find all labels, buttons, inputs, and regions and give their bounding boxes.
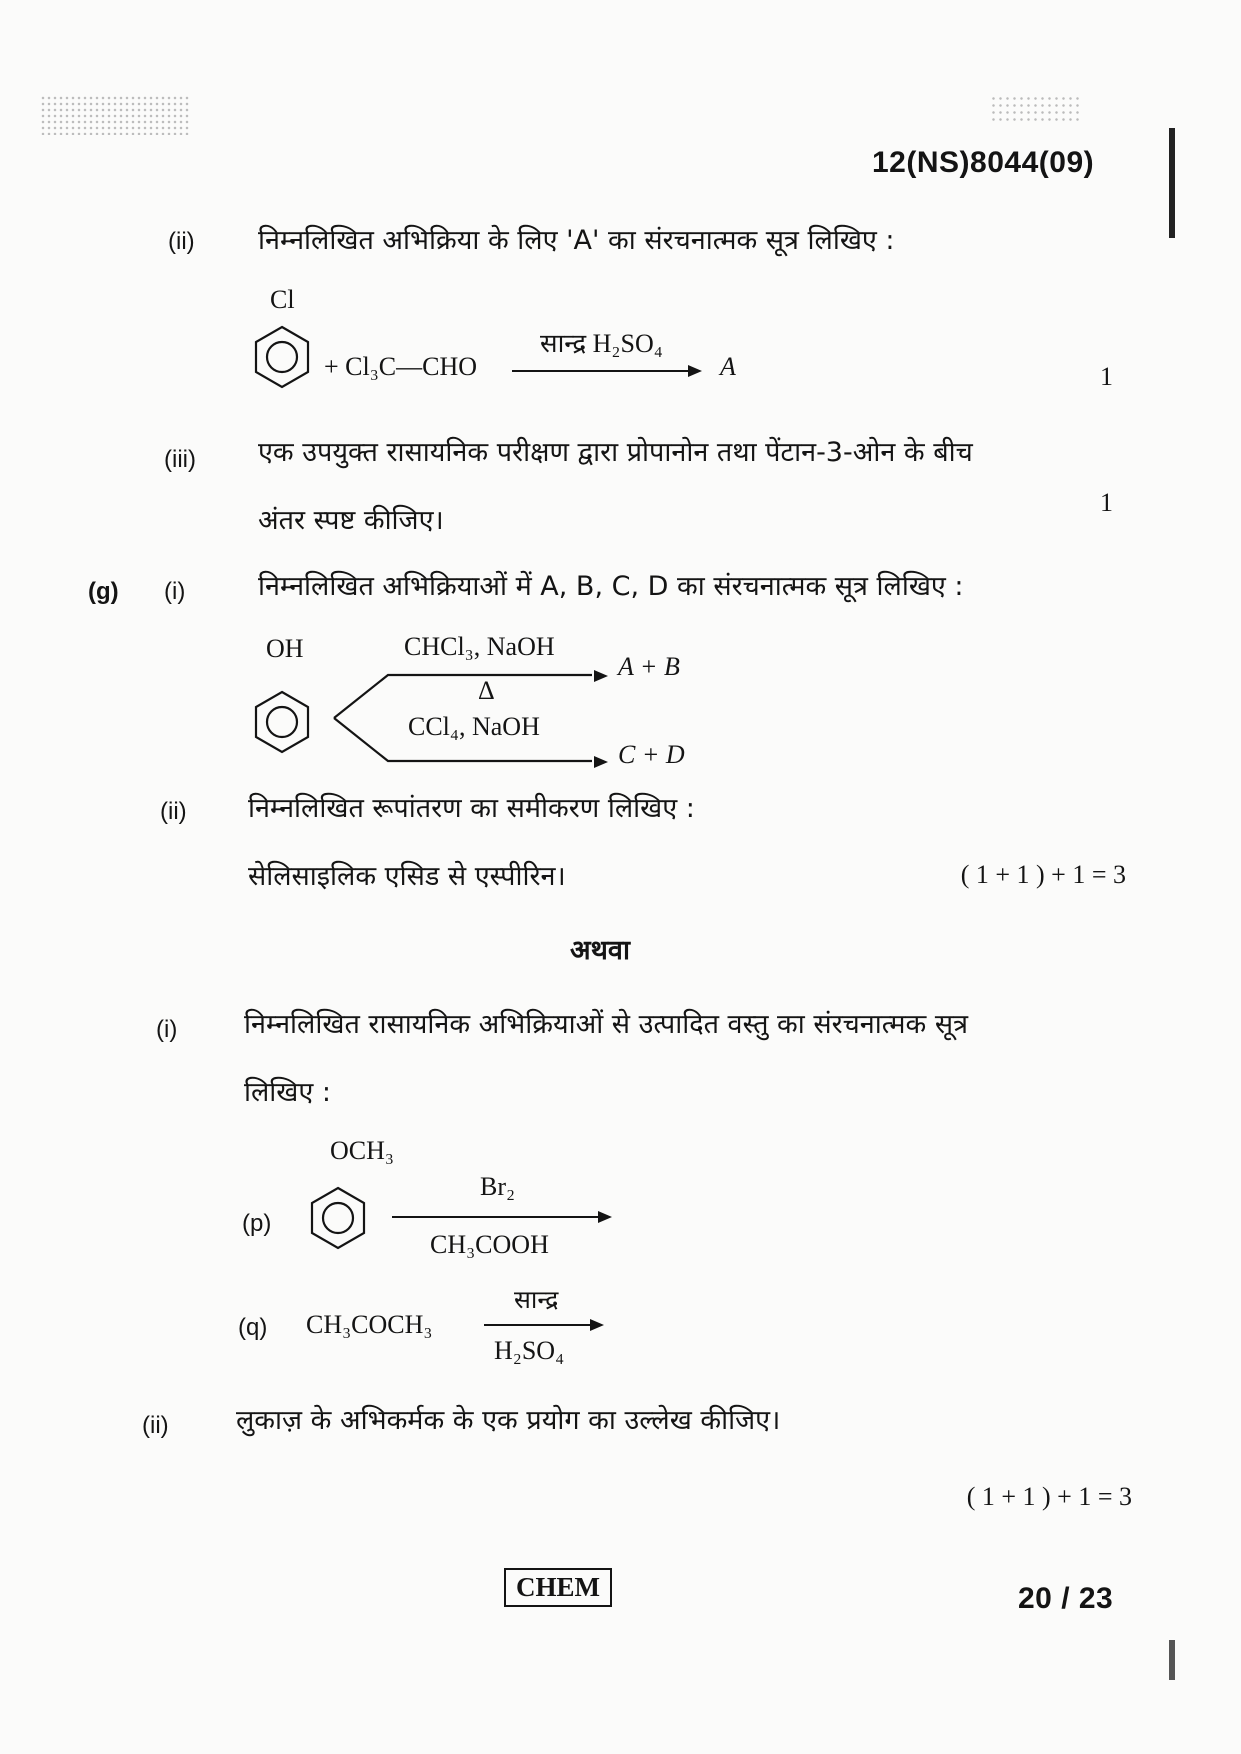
question-text: लुकाज़ के अभिकर्मक के एक प्रयोग का उल्लेख कीजिए। [236, 1405, 781, 1436]
reagent-above-arrow: सान्द्र H₂SO₄ [540, 329, 663, 358]
scan-edge-mark [1169, 128, 1175, 238]
scan-edge-mark [1169, 1640, 1175, 1680]
question-number: (ii) [160, 798, 187, 825]
or-label: अथवा [570, 935, 630, 966]
arrow-head [594, 670, 608, 682]
arrow-head [688, 365, 702, 377]
marks: ( 1 + 1 ) + 1 = 3 [960, 860, 1126, 889]
page-number: 20 / 23 [1018, 1582, 1114, 1615]
reagent-below-arrow: CH₃COOH [430, 1230, 549, 1259]
question-number: (ii) [142, 1412, 169, 1439]
arrow-head [598, 1211, 612, 1223]
arrow-head [590, 1319, 604, 1331]
substituent-label: OCH₃ [330, 1136, 394, 1165]
upper-reagent: CHCl₃, NaOH [404, 632, 555, 661]
upper-product: A + B [618, 652, 680, 681]
reactant: + Cl₃C—CHO [324, 352, 478, 381]
reaction-arrow [392, 1216, 600, 1218]
reaction-label: (q) [238, 1314, 268, 1341]
question-text-line2: अंतर स्पष्ट कीजिए। [258, 505, 444, 536]
reagent-below-arrow: H₂SO₄ [494, 1336, 565, 1365]
question-text: एक उपयुक्त रासायनिक परीक्षण द्वारा प्रोपानोन तथा पेंटान-3-ओन के बीच [258, 437, 973, 468]
question-number: (i) [164, 578, 186, 605]
lower-reagent: CCl₄, NaOH [408, 712, 540, 741]
benzene-ring-icon [252, 325, 312, 395]
question-text-line2: लिखिए : [244, 1077, 331, 1108]
section-label: (g) [88, 578, 119, 605]
scan-noise [40, 95, 190, 135]
lower-product: C + D [618, 740, 685, 769]
question-text: निम्नलिखित अभिक्रियाओं में A, B, C, D का संरचनात्मक सूत्र लिखिए : [258, 571, 964, 602]
question-text: निम्नलिखित रूपांतरण का समीकरण लिखिए : [248, 793, 695, 824]
question-number: (iii) [164, 446, 196, 473]
substituent-label: Cl [270, 285, 295, 314]
reaction-label: (p) [242, 1210, 272, 1237]
scan-noise [990, 95, 1080, 125]
marks: 1 [1100, 488, 1113, 517]
substituent-label: OH [266, 634, 304, 663]
reagent-above-arrow: Br₂ [480, 1172, 516, 1201]
reaction-arrow [484, 1324, 592, 1326]
reagent-above-arrow: सान्द्र [514, 1285, 559, 1314]
arrow-head [594, 756, 608, 768]
benzene-ring-icon [308, 1186, 368, 1256]
reaction-arrow [512, 370, 690, 372]
question-text: निम्नलिखित रासायनिक अभिक्रियाओं से उत्पादित वस्तु का संरचनात्मक सूत्र [244, 1009, 968, 1040]
marks: 1 [1100, 362, 1113, 391]
reactant: CH₃COCH₃ [306, 1310, 433, 1339]
product: A [720, 352, 736, 381]
question-text-line2: सेलिसाइलिक एसिड से एस्पीरिन। [248, 861, 566, 892]
question-text: निम्नलिखित अभिक्रिया के लिए 'A' का संरचनात्मक सूत्र लिखिए : [258, 225, 895, 256]
marks: ( 1 + 1 ) + 1 = 3 [966, 1482, 1132, 1511]
subject-box: CHEM [504, 1568, 612, 1607]
question-number: (i) [156, 1016, 178, 1043]
heat-symbol: Δ [478, 676, 495, 705]
question-number: (ii) [168, 228, 195, 255]
benzene-ring-icon [252, 690, 312, 760]
paper-code: 12(NS)8044(09) [872, 146, 1095, 179]
